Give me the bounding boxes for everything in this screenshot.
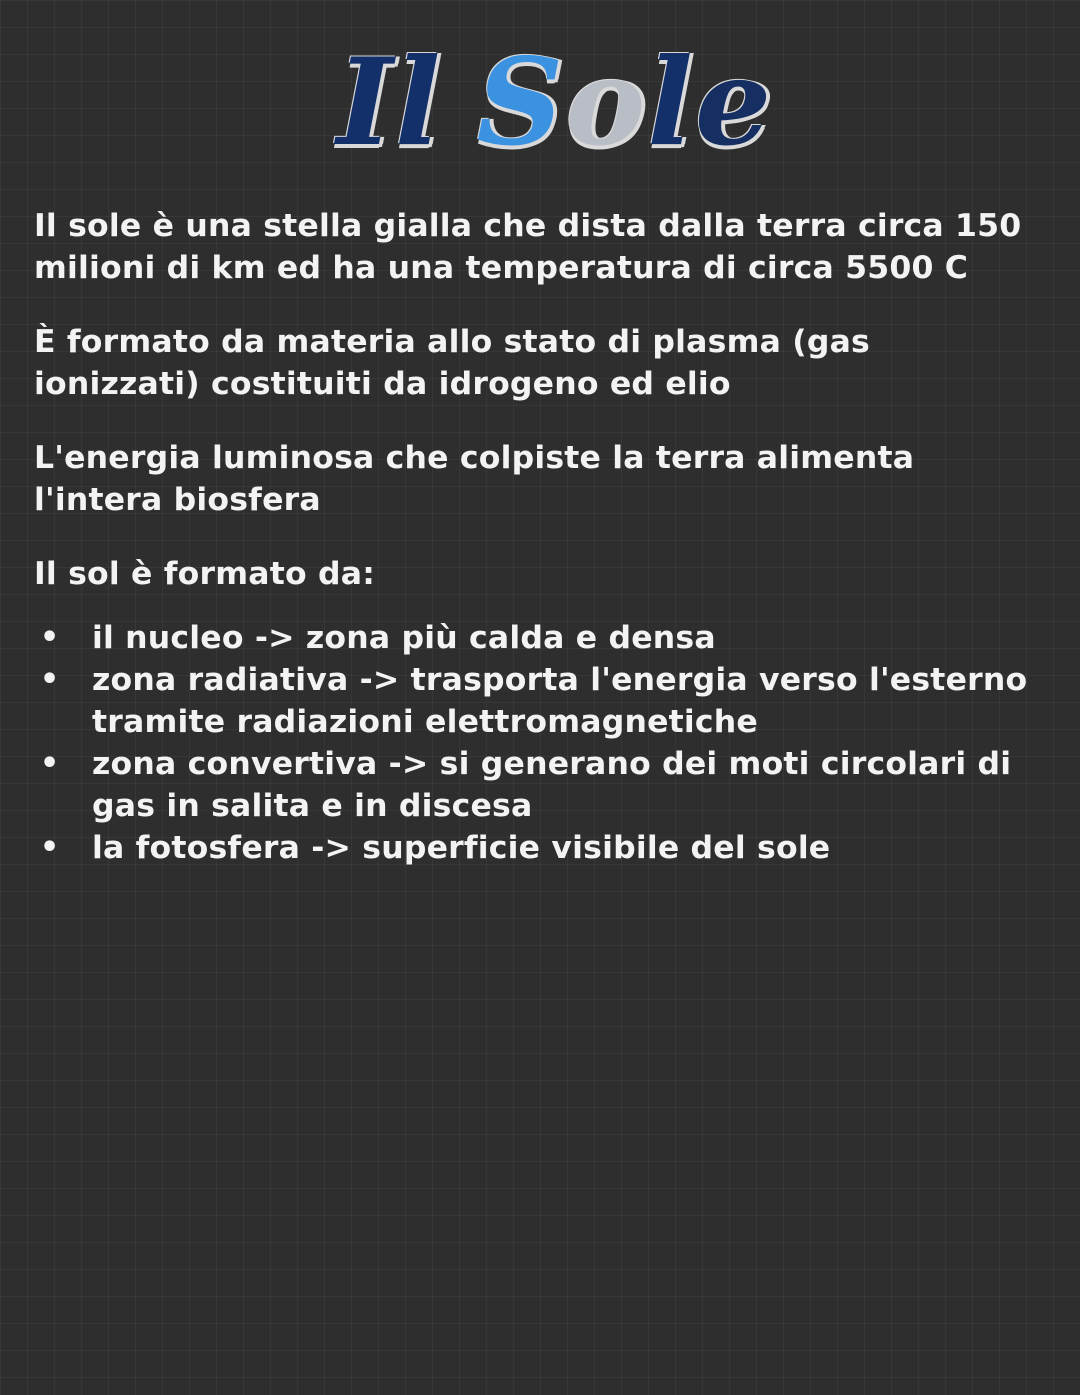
bullet-icon: • bbox=[40, 746, 60, 781]
title-part-e: e bbox=[694, 31, 774, 173]
title-part-o: o bbox=[565, 31, 648, 173]
bullet-icon: • bbox=[40, 662, 60, 697]
list-item bbox=[34, 743, 1046, 827]
title-part-s: S bbox=[476, 31, 566, 173]
page-title-container bbox=[34, 0, 1046, 205]
paragraph-intro: Il sole è una stella gialla che dista dalla terra circa 150 milioni di km ed ha una temperatura di circa 5500 C bbox=[34, 208, 1022, 286]
paragraph-list-intro: Il sol è formato da: bbox=[34, 556, 375, 592]
list-spacer bbox=[34, 595, 1046, 617]
list-item-label: il nucleo -> zona più calda e densa bbox=[92, 620, 716, 656]
list-item-label: la fotosfera -> superficie visibile del sole bbox=[92, 830, 831, 866]
paragraph-composition: È formato da materia allo stato di plasma (gas ionizzati) costituiti da idrogeno ed elio bbox=[34, 324, 870, 402]
list-item-label: zona radiativa -> trasporta l'energia verso l'esterno tramite radiazioni elettromagnetiche bbox=[92, 662, 1028, 740]
structure-list bbox=[34, 617, 1046, 869]
title-part-l: l bbox=[647, 31, 695, 173]
list-item-label: zona convertiva -> si generano dei moti circolari di gas in salita e in discesa bbox=[92, 746, 1012, 824]
list-item bbox=[34, 827, 1046, 869]
title-part-il: Il bbox=[336, 31, 443, 173]
list-item bbox=[34, 659, 1046, 743]
bullet-icon: • bbox=[40, 620, 60, 655]
page-title bbox=[336, 31, 774, 173]
bullet-icon: • bbox=[40, 830, 60, 865]
paragraph-energy: L'energia luminosa che colpiste la terra alimenta l'intera biosfera bbox=[34, 440, 915, 518]
list-item bbox=[34, 617, 1046, 659]
note-body bbox=[34, 205, 1046, 869]
